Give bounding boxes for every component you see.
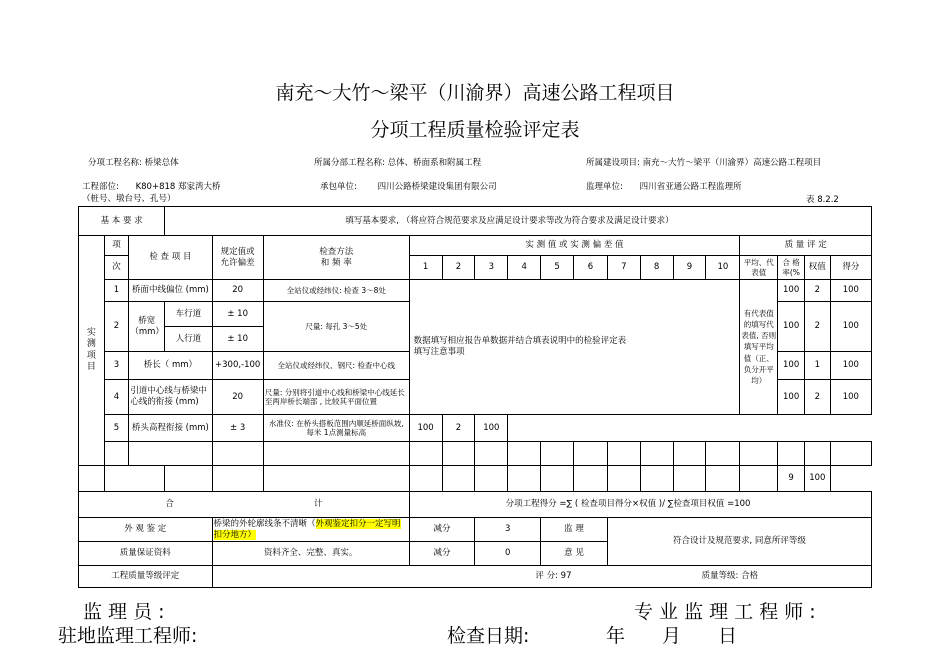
- row-4-score: 100: [830, 380, 871, 415]
- average-note: 有代表值的填写代表值, 否则填写平均值（正、负分开平均）: [740, 280, 778, 415]
- measure-col-7: 7: [607, 256, 640, 280]
- date-day: 日: [718, 625, 738, 647]
- construction-project-label: 所属建设项目:: [586, 158, 640, 168]
- supervisor-unit-field: [586, 180, 742, 192]
- header-item-no-2: 次: [104, 256, 129, 280]
- quality-docs-deduct-label: 减分: [409, 542, 475, 566]
- grade-row: [212, 566, 872, 588]
- row-1-method: 全站仪或经纬仪: 检查 3～8处: [263, 280, 409, 302]
- row-3-no: 3: [104, 352, 129, 380]
- supervisor-unit-value: 四川省亚通公路工程监理所: [639, 182, 742, 192]
- row-2-method: 尺量: 每孔 3～5处: [263, 302, 409, 352]
- construction-project-value: 南充～大竹～梁平（川渝界）高速公路工程项目: [642, 158, 822, 168]
- row-5-item: 桥头高程衔接 (mm): [129, 415, 212, 442]
- row-3-item: 桥长（ mm）: [129, 352, 212, 380]
- measure-col-6: 6: [573, 256, 607, 280]
- division-field: [314, 156, 481, 168]
- location-note: （桩号、墩台号、孔号）: [82, 194, 176, 204]
- row-1-weight: 2: [804, 280, 830, 302]
- row-1-item: 桥面中线偏位 (mm): [129, 280, 212, 302]
- header-quality: 质 量 评 定: [740, 236, 872, 256]
- quality-docs-value: 资料齐全、完整、真实。: [212, 542, 409, 566]
- appearance-value: 桥梁的外轮廓线条不清晰（外观鉴定扣分一定写明扣分地方）: [212, 518, 409, 542]
- header-spec: 规定值或 允许偏差: [212, 236, 263, 280]
- table-row: [79, 280, 872, 302]
- location-field: [82, 180, 221, 192]
- header-weight: 权值: [804, 256, 830, 280]
- contractor-label: 承包单位:: [320, 182, 357, 192]
- row-5-spec: ± 3: [212, 415, 263, 442]
- row-5-pass: 100: [409, 415, 442, 442]
- measure-col-1: 1: [409, 256, 442, 280]
- date-year: 年: [606, 625, 626, 647]
- basic-requirements-label: 基 本 要 求: [79, 207, 165, 236]
- resident-engineer-signature: 驻地监理工程师:: [58, 625, 198, 647]
- document-subtitle: 分项工程质量检验评定表: [370, 119, 580, 141]
- quality-docs-label: 质量保证资料: [79, 542, 213, 566]
- header-item-no: 项: [104, 236, 129, 256]
- quality-docs-deduct: 0: [475, 542, 541, 566]
- contractor-value: 四川公路桥梁建设集团有限公司: [377, 182, 497, 192]
- row-1-score: 100: [830, 280, 871, 302]
- document-title: 南充～大竹～梁平（川渝界）高速公路工程项目: [275, 82, 675, 104]
- measure-col-9: 9: [673, 256, 706, 280]
- opinion-label-1: 监 理: [541, 518, 608, 542]
- table-row: [79, 415, 872, 442]
- row-4-no: 4: [104, 380, 129, 415]
- measure-col-10: 10: [706, 256, 740, 280]
- row-2-score: 100: [830, 302, 871, 352]
- row-5-method: 水准仪: 在桥头搭板范围内顺延桥面纵坡, 每米 1点测量标高: [263, 415, 409, 442]
- row-1-pass: 100: [778, 280, 805, 302]
- header-average: 平均、代表值: [740, 256, 778, 280]
- appearance-deduct: 3: [475, 518, 541, 542]
- row-4-item: 引道中心线与桥梁中心线的衔接 (mm): [129, 380, 212, 415]
- row-2-spec2: ± 10: [212, 327, 263, 352]
- measured-values-note: 数据填写相应报告单数据并结合填表说明中的检验评定表填写注意事项: [409, 280, 740, 415]
- check-date-label: 检查日期:: [447, 625, 530, 647]
- measured-items-side-label: 实 测 项 目: [79, 236, 105, 466]
- grade-label: 工程质量等级评定: [79, 566, 213, 588]
- row-2-spec1: ± 10: [212, 302, 263, 327]
- table-row: [79, 466, 872, 492]
- row-5-weight: 2: [442, 415, 475, 442]
- measure-col-8: 8: [640, 256, 673, 280]
- row-4-weight: 2: [804, 380, 830, 415]
- row-2-weight: 2: [804, 302, 830, 352]
- row-3-spec: +300,-100: [212, 352, 263, 380]
- row-2-item: 桥宽 （mm）: [129, 302, 165, 352]
- location-value: K80+818 郑家湾大桥: [135, 182, 221, 192]
- score-text: 评 分: 97: [535, 571, 572, 582]
- score-formula: 分项工程得分 =∑ ( 检查项目得分×权值 )/ ∑检查项目权值 =100: [409, 492, 871, 518]
- appearance-deduct-label: 减分: [409, 518, 475, 542]
- supervisor-unit-label: 监理单位:: [586, 182, 623, 192]
- row-3-score: 100: [830, 352, 871, 380]
- header-pass-rate: 合 格率(%: [778, 256, 805, 280]
- row-4-spec: 20: [212, 380, 263, 415]
- sub-project-field: [88, 156, 179, 168]
- row-2-sub2: 人行道: [165, 327, 212, 352]
- supervisor-signature: 监 理 员 :: [83, 601, 165, 623]
- table-number: 表 8.2.2: [806, 195, 839, 205]
- row-1-no: 1: [104, 280, 129, 302]
- total-weight: 9: [778, 466, 805, 492]
- header-measured: 实 测 值 或 实 测 偏 差 值: [409, 236, 740, 256]
- measure-col-3: 3: [475, 256, 508, 280]
- contractor-field: [320, 180, 497, 192]
- sub-project-label: 分项工程名称:: [88, 158, 142, 168]
- measure-col-4: 4: [508, 256, 541, 280]
- row-4-pass: 100: [778, 380, 805, 415]
- row-3-method: 全站仪或经纬仪、钢尺: 检查中心线: [263, 352, 409, 380]
- row-1-spec: 20: [212, 280, 263, 302]
- row-4-method: 尺量: 分别将引道中心线和桥梁中心线延长至两岸桥长端部 , 比较其平面位置: [263, 380, 409, 415]
- header-method: 检查方法 和 频 率: [263, 236, 409, 280]
- table-row: [79, 442, 872, 466]
- basic-requirements-value: 填写基本要求, （将应符合规范要求及应满足设计要求等改为符合要求及满足设计要求）: [165, 207, 872, 236]
- sub-project-value: 桥梁总体: [144, 158, 179, 168]
- division-label: 所属分部工程名称:: [314, 158, 385, 168]
- appearance-label: 外 观 鉴 定: [79, 518, 213, 542]
- header-check-item: 检 查 项 目: [129, 236, 212, 280]
- row-5-score: 100: [475, 415, 508, 442]
- appearance-highlight: 外观鉴定扣分一定写明扣分地方）: [213, 519, 401, 540]
- grade-text: 质量等级: 合格: [701, 571, 759, 582]
- supervisor-opinion: 符合设计及规范要求, 同意所评等级: [607, 518, 871, 566]
- row-5-no: 5: [104, 415, 129, 442]
- inspection-table: [78, 206, 872, 588]
- chief-engineer-signature: 专 业 监 理 工 程 师 :: [634, 601, 816, 623]
- row-3-pass: 100: [778, 352, 805, 380]
- header-score: 得分: [830, 256, 871, 280]
- construction-project-field: [586, 156, 821, 168]
- row-2-no: 2: [104, 302, 129, 352]
- date-month: 月: [662, 625, 682, 647]
- measure-col-2: 2: [442, 256, 475, 280]
- row-2-sub1: 车行道: [165, 302, 212, 327]
- row-2-pass: 100: [778, 302, 805, 352]
- row-3-weight: 1: [804, 352, 830, 380]
- sum-label: 合 计: [79, 492, 410, 518]
- opinion-label-2: 意 见: [541, 542, 608, 566]
- location-label: 工程部位:: [82, 182, 119, 192]
- total-score: 100: [804, 466, 830, 492]
- division-value: 总体、桥面系和附属工程: [387, 158, 482, 168]
- measure-col-5: 5: [541, 256, 574, 280]
